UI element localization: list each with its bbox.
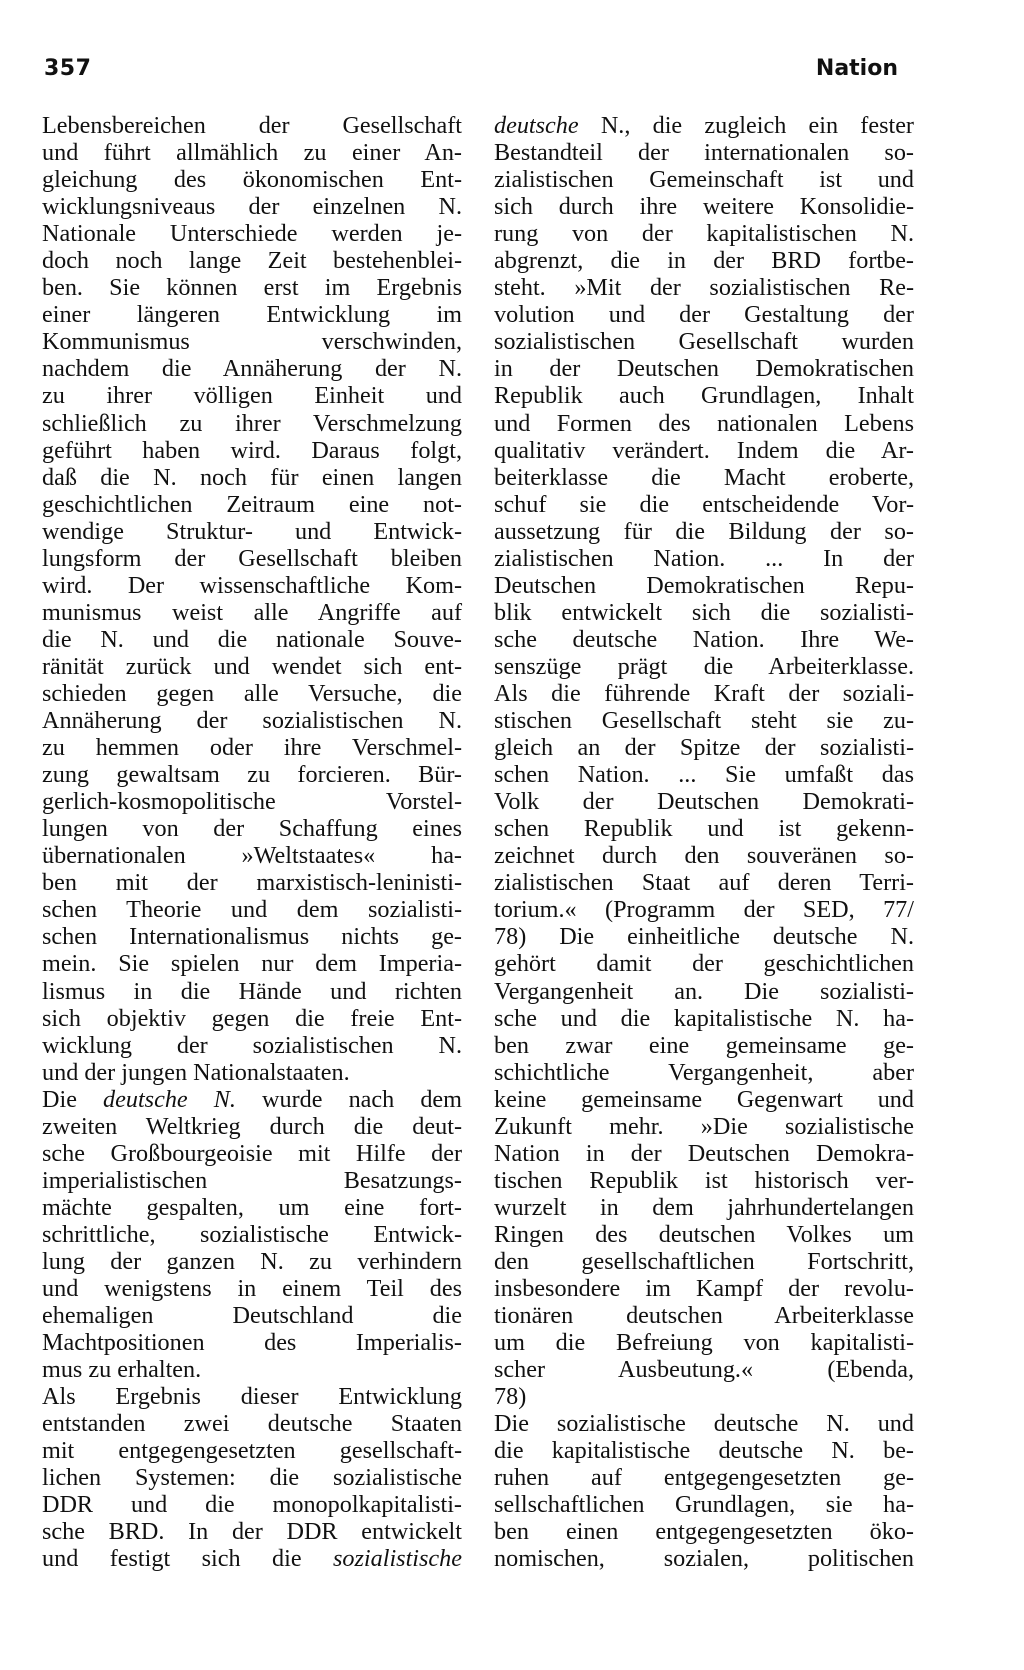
text-line: sche und die kapitalistische N. ha- [494, 1004, 914, 1032]
text-line: Deutschen Demokratischen Repu- [494, 571, 914, 599]
text-line: schen Nation. ... Sie umfaßt das [494, 761, 914, 789]
text-line: schieden gegen alle Versuche, die [42, 679, 462, 707]
text-line: lungen von der Schaffung eines [42, 815, 462, 843]
text-line: schen Internationalismus nichts ge- [42, 923, 462, 951]
text-line: wendige Struktur- und Entwick- [42, 517, 462, 545]
text-line: mächte gespalten, um eine fort- [42, 1193, 462, 1221]
text-line: lichen Systemen: die sozialistische [42, 1464, 462, 1492]
text-line: Als die führende Kraft der soziali- [494, 679, 914, 707]
text-line: Bestandteil der internationalen so- [494, 139, 914, 167]
text-line: schen Theorie und dem sozialisti- [42, 896, 462, 924]
text-segment: wurde nach dem [235, 1085, 462, 1113]
text-line: sozialistischen Gesellschaft wurden [494, 328, 914, 356]
text-line: schichtliche Vergangenheit, aber [494, 1058, 914, 1086]
text-line: zialistischen Nation. ... In der [494, 544, 914, 572]
text-line: wurzelt in dem jahrhundertelangen [494, 1193, 914, 1221]
text-line: aussetzung für die Bildung der so- [494, 517, 914, 545]
text-line: Volk der Deutschen Demokrati- [494, 788, 914, 816]
text-line: Machtpositionen des Imperialis- [42, 1329, 462, 1357]
text-line: torium.« (Programm der SED, 77/ [494, 896, 914, 924]
text-line: Republik auch Grundlagen, Inhalt [494, 382, 914, 410]
text-line: schen Republik und ist gekenn- [494, 815, 914, 843]
text-line: geschichtlichen Zeitraum eine not- [42, 490, 462, 518]
text-line: munismus weist alle Angriffe auf [42, 598, 462, 626]
text-line: wicklung der sozialistischen N. [42, 1031, 462, 1059]
text-line: stischen Gesellschaft steht sie zu- [494, 707, 914, 735]
text-line: in der Deutschen Demokratischen [494, 355, 914, 383]
text-line: ben mit der marxistisch-leninisti- [42, 869, 462, 897]
text-line: sche BRD. In der DDR entwickelt [42, 1518, 462, 1546]
text-line: wicklungsniveaus der einzelnen N. [42, 193, 462, 221]
text-line: DDR und die monopolkapitalisti- [42, 1491, 462, 1519]
text-line: und führt allmählich zu einer An- [42, 139, 462, 167]
text-line: zialistischen Gemeinschaft ist und [494, 166, 914, 194]
text-line: mein. Sie spielen nur dem Imperia- [42, 950, 462, 978]
text-line: abgrenzt, die in der BRD fortbe- [494, 247, 914, 275]
text-line: zialistischen Staat auf deren Terri- [494, 869, 914, 897]
text-line: volution und der Gestaltung der [494, 301, 914, 329]
text-line: tionären deutschen Arbeiterklasse [494, 1302, 914, 1330]
text-line: gleich an der Spitze der sozialisti- [494, 734, 914, 762]
text-line: rung von der kapitalistischen N. [494, 220, 914, 248]
text-line [494, 112, 914, 139]
text-line: und der jungen Nationalstaaten. [42, 1058, 350, 1086]
text-line: lungsform der Gesellschaft bleiben [42, 544, 462, 572]
text-line: Kommunismus verschwinden, [42, 328, 462, 356]
text-line [42, 1086, 462, 1113]
text-line: gerlich-kosmopolitische Vorstel- [42, 788, 462, 816]
italic-term: deutsche [494, 112, 579, 139]
text-line: ruhen auf entgegengesetzten ge- [494, 1464, 914, 1492]
text-line: beiterklasse die Macht eroberte, [494, 463, 914, 491]
text-line: keine gemeinsame Gegenwart und [494, 1085, 914, 1113]
right-text-column [494, 112, 914, 1573]
text-line: Nationale Unterschiede werden je- [42, 220, 462, 248]
text-line: wird. Der wissenschaftliche Kom- [42, 571, 462, 599]
text-line: zu hemmen oder ihre Verschmel- [42, 734, 462, 762]
text-line: gehört damit der geschichtlichen [494, 950, 914, 978]
text-line: schließlich zu ihrer Verschmelzung [42, 409, 462, 437]
text-line: zeichnet durch den souveränen so- [494, 842, 914, 870]
text-line: mit entgegengesetzten gesellschaft- [42, 1437, 462, 1465]
text-line: scher Ausbeutung.« (Ebenda, [494, 1356, 914, 1384]
text-line: ränität zurück und wendet sich ent- [42, 652, 462, 680]
text-line: lung der ganzen N. zu verhindern [42, 1247, 462, 1275]
text-line: sellschaftlichen Grundlagen, sie ha- [494, 1491, 914, 1519]
text-line: Als Ergebnis dieser Entwicklung [42, 1383, 462, 1411]
text-line: 78) Die einheitliche deutsche N. [494, 923, 914, 951]
italic-term: deutsche N. [103, 1085, 236, 1113]
text-line: und Formen des nationalen Lebens [494, 409, 914, 437]
text-line: die kapitalistische deutsche N. be- [494, 1437, 914, 1465]
text-line: lismus in die Hände und richten [42, 977, 462, 1005]
text-line: insbesondere im Kampf der revolu- [494, 1275, 914, 1303]
text-line: imperialistischen Besatzungs- [42, 1166, 462, 1194]
text-line: steht. »Mit der sozialistischen Re- [494, 274, 914, 302]
text-line: qualitativ verändert. Indem die Ar- [494, 436, 914, 464]
text-line: schrittliche, sozialistische Entwick- [42, 1220, 462, 1248]
text-segment: Die [42, 1085, 104, 1113]
left-text-column [42, 112, 462, 1573]
text-segment: N., die zugleich ein fester [578, 112, 914, 139]
text-line: um die Befreiung von kapitalisti- [494, 1329, 914, 1357]
text-line: senszüge prägt die Arbeiterklasse. [494, 652, 914, 680]
text-line: gleichung des ökonomischen Ent- [42, 166, 462, 194]
text-line: daß die N. noch für einen langen [42, 463, 462, 491]
text-line: sich durch ihre weitere Konsolidie- [494, 193, 914, 221]
text-line: nachdem die Annäherung der N. [42, 355, 462, 383]
italic-term: sozialistische [332, 1545, 462, 1573]
text-line: Annäherung der sozialistischen N. [42, 707, 462, 735]
text-line: sche Großbourgeoisie mit Hilfe der [42, 1139, 462, 1167]
text-line: ehemaligen Deutschland die [42, 1302, 462, 1330]
text-line: Ringen des deutschen Volkes um [494, 1220, 914, 1248]
text-line: zu ihrer völligen Einheit und [42, 382, 462, 410]
text-line: tischen Republik ist historisch ver- [494, 1166, 914, 1194]
text-line: sche deutsche Nation. Ihre We- [494, 625, 914, 653]
text-line: geführt haben wird. Daraus folgt, [42, 436, 462, 464]
text-line: doch noch lange Zeit bestehenblei- [42, 247, 462, 275]
text-line: Zukunft mehr. »Die sozialistische [494, 1112, 914, 1140]
text-line: entstanden zwei deutsche Staaten [42, 1410, 462, 1438]
running-head: Nation [815, 56, 898, 81]
text-segment: und festigt sich die [42, 1545, 333, 1573]
text-line: den gesellschaftlichen Fortschritt, [494, 1247, 914, 1275]
text-line: zung gewaltsam zu forcieren. Bür- [42, 761, 462, 789]
text-line: nomischen, sozialen, politischen [494, 1545, 914, 1573]
text-line: Vergangenheit an. Die sozialisti- [494, 977, 914, 1005]
text-line: mus zu erhalten. [42, 1356, 202, 1384]
text-line: die N. und die nationale Souve- [42, 625, 462, 653]
text-line: sich objektiv gegen die freie Ent- [42, 1004, 462, 1032]
text-line [42, 1545, 462, 1572]
text-line: Lebensbereichen der Gesellschaft [42, 112, 462, 139]
text-line: und wenigstens in einem Teil des [42, 1275, 462, 1303]
text-line: zweiten Weltkrieg durch die deut- [42, 1112, 462, 1140]
text-line: Nation in der Deutschen Demokra- [494, 1139, 914, 1167]
text-line: ben zwar eine gemeinsame ge- [494, 1031, 914, 1059]
text-line: einer längeren Entwicklung im [42, 301, 462, 329]
text-line: blik entwickelt sich die sozialisti- [494, 598, 914, 626]
text-line: schuf sie die entscheidende Vor- [494, 490, 914, 518]
text-line: übernationalen »Weltstaates« ha- [42, 842, 462, 870]
text-line: 78) [494, 1383, 527, 1411]
text-line: Die sozialistische deutsche N. und [494, 1410, 914, 1438]
text-line: ben. Sie können erst im Ergebnis [42, 274, 462, 302]
text-line: ben einen entgegengesetzten öko- [494, 1518, 914, 1546]
page-number: 357 [44, 56, 92, 81]
